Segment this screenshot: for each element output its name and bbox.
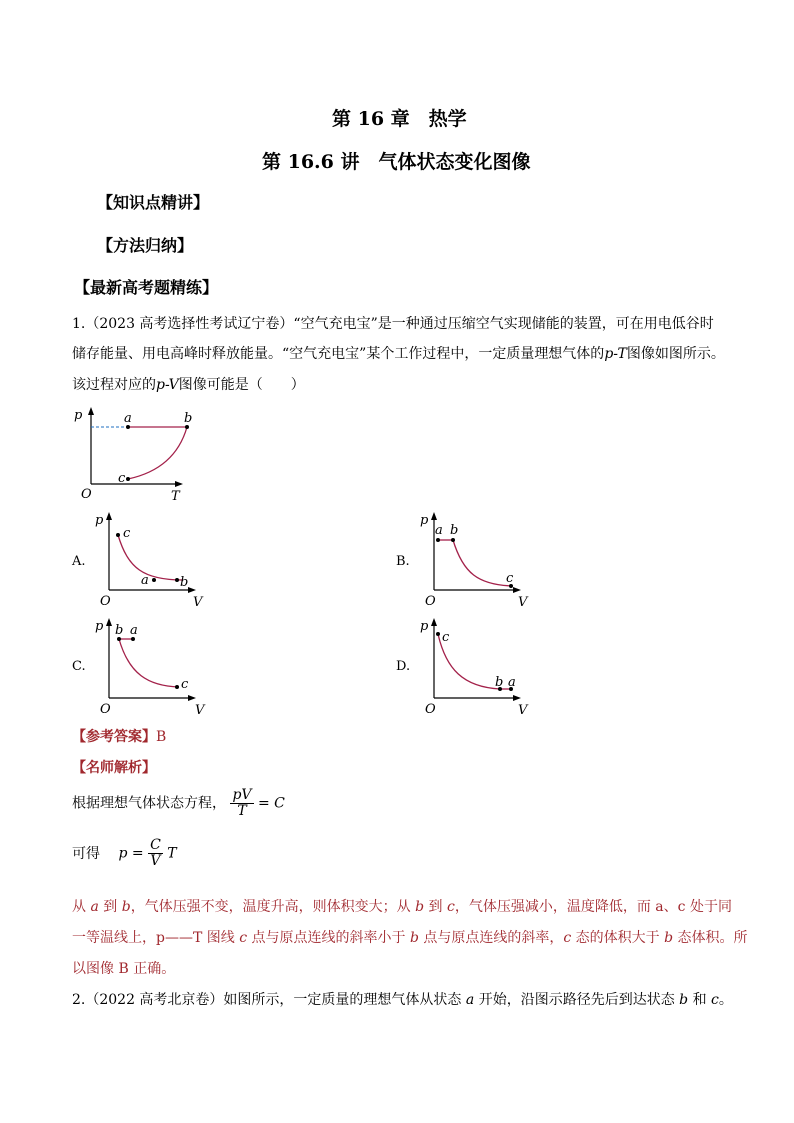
option-d-graph [418,614,533,714]
opt-d-x: V [518,703,528,714]
eq1-den: T [237,803,247,819]
explain-2-t4: 态体积。所 [673,930,748,946]
opt-b-p3: c [506,571,514,586]
opt-b-x: V [518,595,528,608]
explain-line-1 [72,900,732,914]
explain-2-t1: 点与原点连线的斜率小于 [247,930,410,946]
q1-line3-start: 该过程对应的 [72,377,156,393]
explain-1-var-b2: b [415,899,425,915]
opt-c-p3: c [181,677,189,692]
q2-line [72,993,733,1007]
opt-b-y: p [420,513,429,528]
opt-d-p3: a [508,675,516,690]
q1-line2 [72,347,725,361]
eq1-fraction [230,788,253,819]
explain-1-var-a: a [90,899,99,915]
pt-point-b: b [184,411,193,426]
opt-b-p2: b [450,523,459,538]
eq2-den: V [150,853,161,869]
lecture-title: 第 16.6 讲 气体状态变化图像 [262,151,531,173]
explain-2-var-b2: b [664,930,674,946]
q2-text-and: 和 [688,992,712,1008]
derive-label: 可得 [72,845,100,862]
opt-a-y: p [95,513,104,528]
opt-d-o: O [425,702,436,714]
eq2-rhs: T [167,845,177,862]
pt-point-c: c [118,471,126,486]
opt-d-p1: c [442,630,450,645]
eq1-num: pV [232,787,252,803]
explain-2-var-b: b [409,930,419,946]
explain-2-t0: 一等温线上，p——T 图线 [72,930,240,946]
opt-b-p1: a [435,523,443,538]
option-b-graph [418,508,533,608]
explain-2-var-c: c [239,930,248,946]
q1-line3-end: 图像可能是（ ） [178,377,305,393]
option-c-label: C. [72,659,86,674]
answer-label: 【参考答案】 [72,729,156,745]
derive-line [72,838,177,869]
analysis-intro: 根据理想气体状态方程， [72,795,226,812]
explain-1-var-c: c [447,899,455,915]
pt-origin: O [81,487,92,502]
pt-point-a: a [124,411,132,426]
explain-1-t4: ，气体压强减小，温度降低，而 a、c 处于同 [454,899,732,915]
q2-text-start: 2.（2022 高考北京卷）如图所示，一定质量的理想气体从状态 [72,992,466,1008]
explain-1-t2: ，气体压强不变，温度升高，则体积变大；从 [130,899,416,915]
opt-d-p2: b [495,675,504,690]
explain-1-var-b: b [121,899,131,915]
q2-var-a: a [465,992,475,1008]
opt-a-p2: a [141,573,149,588]
option-c-graph [93,614,208,714]
q1-line3 [72,378,305,392]
explain-2-var-c2: c [563,930,572,946]
section-latest: 【最新高考题精练】 [74,278,219,297]
q1-line1: 1.（2023 高考选择性考试辽宁卷）“空气充电宝”是一种通过压缩空气实现储能的装置，可在用电低谷时 [72,316,714,332]
chapter-title: 第 16 章 热学 [332,108,467,130]
eq2-lhs: p = [118,845,144,862]
explain-line-2 [72,931,748,945]
opt-c-x: V [195,703,205,714]
answer-value: B [156,729,167,745]
q1-line3-var: p-V [156,377,179,393]
q2-text-mid: 开始，沿图示路径先后到达状态 [474,992,680,1008]
opt-c-o: O [100,702,111,714]
opt-d-y: p [420,619,429,634]
pt-graph [70,404,200,504]
option-a-graph [93,508,208,608]
analysis-intro-line [72,788,285,819]
section-method: 【方法归纳】 [97,236,194,255]
section-knowledge: 【知识点精讲】 [97,193,210,212]
option-d-label: D. [396,659,411,674]
q2-var-c: c [711,992,719,1008]
q1-line2-var: p-T [604,346,627,362]
explain-1-t0: 从 [72,899,91,915]
analysis-label: 【名师解析】 [72,760,156,776]
explain-line-3 [72,962,175,976]
opt-a-o: O [100,594,111,608]
opt-c-p1: b [115,623,124,638]
pt-y-label: p [74,408,83,423]
option-a-label: A. [72,554,86,569]
pt-x-label: T [171,489,180,504]
explain-1-t3: 到 [424,899,448,915]
q1-line2-end: 图像如图所示。 [626,346,725,362]
opt-a-x: V [193,595,203,608]
explain-3-t0: 以图像 B 正确。 [72,961,176,977]
q2-var-b: b [679,992,689,1008]
q1-line2-text: 储存能量、用电高峰时释放能量。“空气充电宝”某个工作过程中，一定质量理想气体的 [72,346,605,362]
opt-b-o: O [425,594,436,608]
eq1-rhs: = C [257,795,285,812]
opt-c-p2: a [130,623,138,638]
option-b-label: B. [396,554,410,569]
opt-a-p1: c [123,526,131,541]
q2-text-end: 。 [718,992,733,1008]
explain-2-t3: 态的体积大于 [571,930,665,946]
answer-line [72,730,166,744]
explain-1-t1: 到 [98,899,122,915]
opt-a-p3: b [180,575,189,590]
opt-c-y: p [95,619,104,634]
explain-2-t2: 点与原点连线的斜率， [418,930,564,946]
eq2-num: C [150,837,161,853]
eq2-fraction [148,838,163,869]
